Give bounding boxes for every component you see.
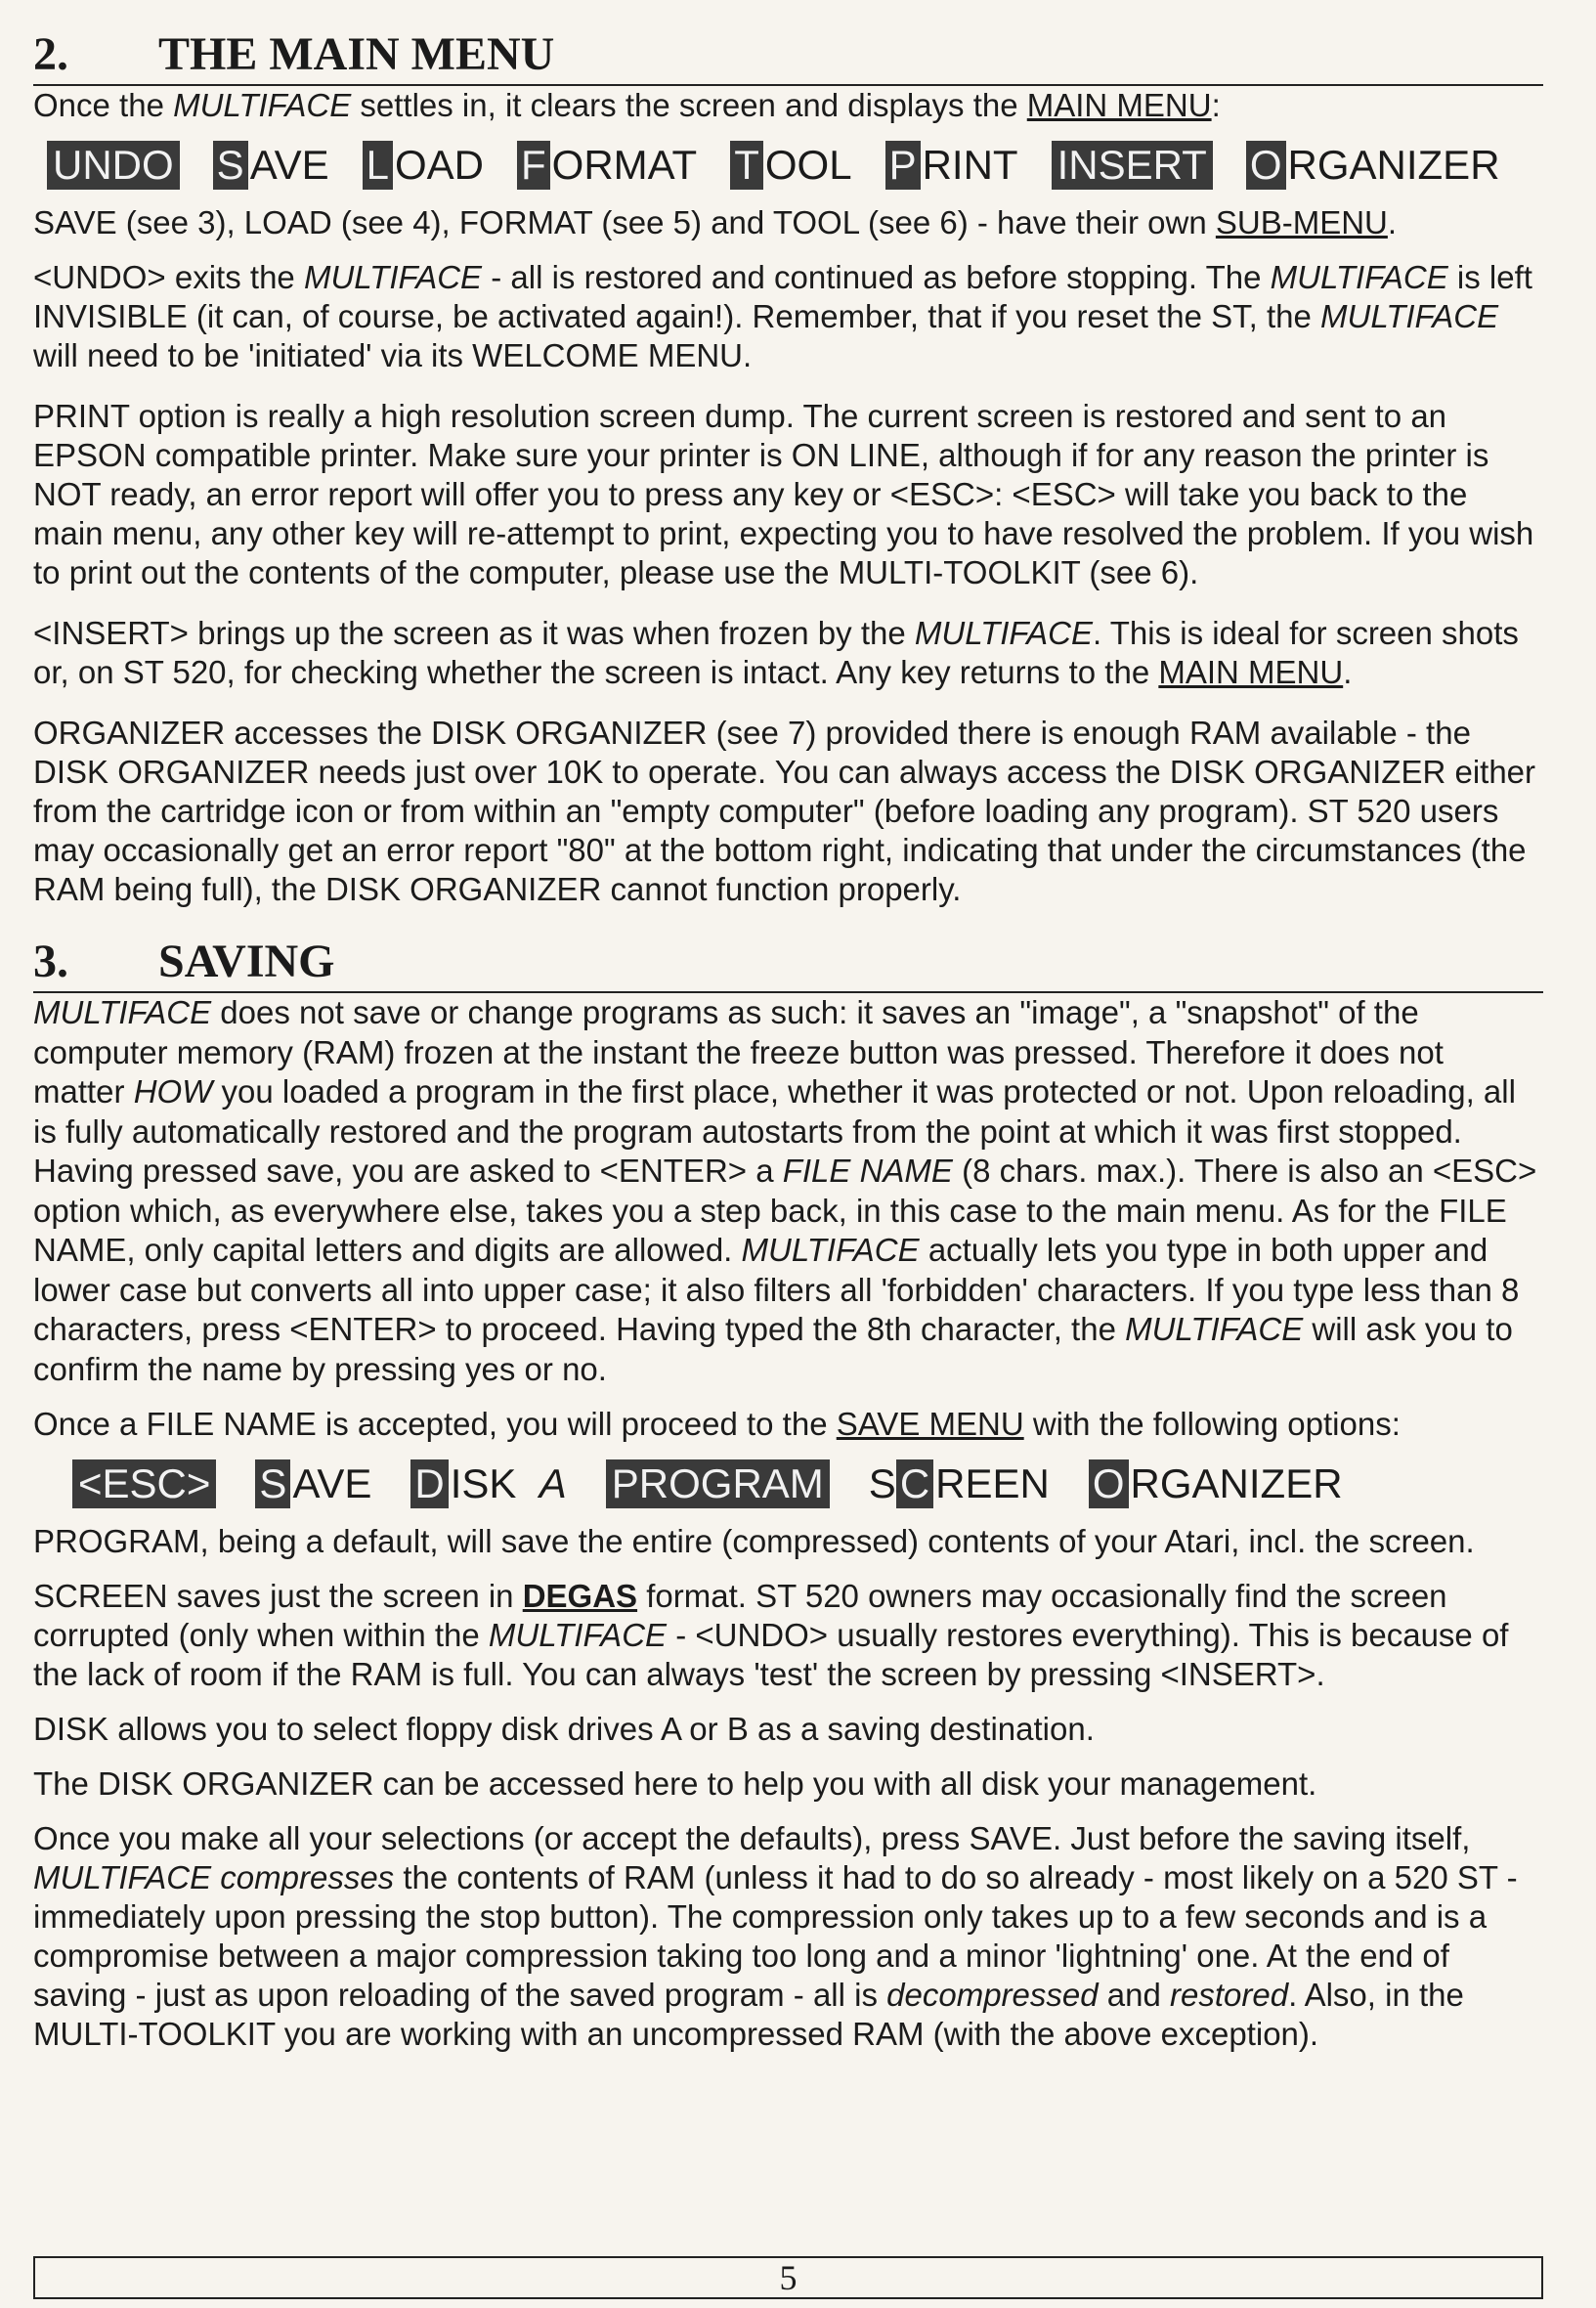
menu-esc: <ESC>: [72, 1459, 216, 1508]
menu-screen: S C REEN: [868, 1460, 1050, 1506]
main-menu-intro: Once the MULTIFACE settles in, it clears the screen and displays the MAIN MENU:: [33, 87, 1221, 123]
menu-insert: INSERT: [1052, 141, 1213, 190]
final-paragraph: Once you make all your selections (or accept the defaults), press SAVE. Just before the saving itself, MULTIFACE compresses the contents of RAM (unless it had to do so already - most likely on a 520 ST - immediately upon pressing the stop button). The compression only takes up to a few seconds and is a compromise between a major compression taking too long and a minor 'lightning' one. At the end of saving - just as upon reloading of the saved program - all is decompressed and restored. Also, in the MULTI-TOOLKIT you are working with an uncompressed RAM (with the above exception).: [33, 1820, 1518, 2052]
submenu-note: SAVE (see 3), LOAD (see 4), FORMAT (see 5) and TOOL (see 6) - have their own SUB-MENU.: [33, 204, 1398, 240]
menu-format: F ORMAT: [517, 141, 697, 190]
section-title: THE MAIN MENU: [158, 28, 555, 80]
organizer-paragraph: ORGANIZER accesses the DISK ORGANIZER (see 7) provided there is enough RAM available - the DISK ORGANIZER needs just over 10K to operate. You can always access the DISK ORGANIZER either from the cartridge icon or from within an "empty computer" (before loading any program). ST 520 users may occasionally get an error report "80" at the bottom right, indicating that under the circumstances (the RAM being full), the DISK ORGANIZER cannot function properly.: [33, 715, 1536, 907]
menu-program: PROGRAM: [606, 1459, 830, 1508]
disk-paragraph: DISK allows you to select floppy disk drives A or B as a saving destination.: [33, 1711, 1095, 1747]
disk-organizer-paragraph: The DISK ORGANIZER can be accessed here to help you with all disk your management.: [33, 1765, 1317, 1802]
page-footer: [33, 2256, 1543, 2299]
menu-organizer: O RGANIZER: [1246, 141, 1500, 190]
save-menu-intro: Once a FILE NAME is accepted, you will proceed to the SAVE MENU with the following options:: [33, 1406, 1401, 1442]
section-title: SAVING: [158, 936, 335, 987]
save-menu-bar: [72, 1459, 1543, 1508]
menu-organizer: O RGANIZER: [1089, 1459, 1343, 1508]
menu-save: S AVE: [255, 1459, 371, 1508]
undo-paragraph: <UNDO> exits the MULTIFACE - all is restored and continued as before stopping. The MULTIFACE is left INVISIBLE (it can, of course, be activated again!). Remember, that if you reset the ST, the MULTIFACE will need to be 'initiated' via its WELCOME MENU.: [33, 259, 1532, 373]
print-paragraph: PRINT option is really a high resolution screen dump. The current screen is restored and sent to an EPSON compatible printer. Make sure your printer is ON LINE, although if for any reason the printer is NOT ready, an error report will offer you to press any key or <ESC>: <ESC> will take you back to the main menu, any other key will re-attempt to print, expecting you to have resolved the problem. If you wish to print out the contents of the computer, please use the MULTI-TOOLKIT (see 6).: [33, 398, 1534, 590]
section-number: 3.: [33, 936, 68, 987]
menu-load: L OAD: [363, 141, 484, 190]
insert-paragraph: <INSERT> brings up the screen as it was when frozen by the MULTIFACE. This is ideal for screen shots or, on ST 520, for checking whether the screen is intact. Any key returns to the MAIN MENU.: [33, 615, 1519, 690]
main-menu-bar: [47, 141, 1543, 190]
menu-print: P RINT: [885, 141, 1018, 190]
menu-tool: T OOL: [730, 141, 851, 190]
menu-disk: D ISK A: [410, 1459, 566, 1508]
program-paragraph: PROGRAM, being a default, will save the entire (compressed) contents of your Atari, incl. the screen.: [33, 1523, 1475, 1559]
section-number: 2.: [33, 28, 68, 80]
menu-undo: UNDO: [47, 141, 180, 190]
screen-paragraph: SCREEN saves just the screen in DEGAS format. ST 520 owners may occasionally find the screen corrupted (only when within the MULTIFACE - <UNDO> usually restores everything). This is because of the lack of room if the RAM is full. You can always 'test' the screen by pressing <INSERT>.: [33, 1578, 1509, 1692]
manual-page: [33, 27, 1543, 2054]
saving-paragraph: MULTIFACE does not save or change programs as such: it saves an "image", a "snapshot" of the computer memory (RAM) frozen at the instant the freeze button was pressed. Therefore it does not matter HOW you loaded a program in the first place, whether it was protected or not. Upon reloading, all is fully automatically restored and the program autostarts from the point at which it was first stopped. Having pressed save, you are asked to <ENTER> a FILE NAME (8 chars. max.). There is also an <ESC> option which, as everywhere else, takes you a step back, in this case to the main menu. As for the FILE NAME, only capital letters and digits are allowed. MULTIFACE actually lets you type in both upper and lower case but converts all into upper case; it also filters all 'forbidden' characters. If you type less than 8 characters, press <ENTER> to proceed. Having typed the 8th character, the MULTIFACE will ask you to confirm the name by pressing yes or no.: [33, 994, 1537, 1387]
page-number: 5: [779, 2258, 798, 2297]
menu-save: S AVE: [213, 141, 329, 190]
section-3-heading: [33, 935, 1543, 993]
section-2-heading: [33, 27, 1543, 86]
